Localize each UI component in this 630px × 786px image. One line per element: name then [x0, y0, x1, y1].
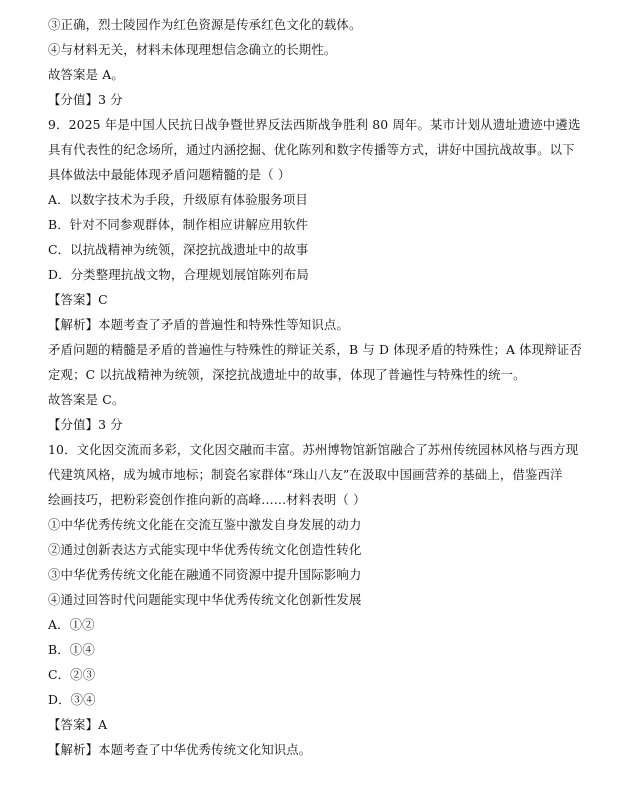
question-10-statement-4: ④通过回答时代问题能实现中华优秀传统文化创新性发展 [48, 592, 362, 607]
question-10-analysis-heading: 【解析】本题考查了中华优秀传统文化知识点。 [48, 742, 312, 757]
question-9-stem-line-1: 9．2025 年是中国人民抗日战争暨世界反法西斯战争胜利 80 周年。某市计划从遗址遗迹中遴选 [48, 117, 581, 132]
answer-conclusion-8: 故答案是 A。 [48, 67, 124, 82]
question-10-option-d: D．③④ [48, 692, 96, 707]
question-9-analysis-line-1: 矛盾问题的精髓是矛盾的普遍性与特殊性的辩证关系，B 与 D 体现矛盾的特殊性；A 体现辩证否 [48, 342, 582, 357]
question-9-stem-line-3: 具体做法中最能体现矛盾问题精髓的是（ ） [48, 167, 291, 182]
question-10-statement-3: ③中华优秀传统文化能在融通不同资源中提升国际影响力 [48, 567, 362, 582]
question-10-option-a: A．①② [48, 617, 95, 632]
question-9-stem-line-2: 具有代表性的纪念场所，通过内涵挖掘、优化陈列和数字传播等方式，讲好中国抗战故事。以下 [48, 142, 575, 157]
question-10-stem-line-2: 代建筑风格，成为城市地标；制瓷名家群体“珠山八友”在汲取中国画营养的基础上，借鉴西洋 [48, 467, 563, 482]
question-9-analysis-line-2: 定观；C 以抗战精神为统领，深挖抗战遗址中的故事，体现了普遍性与特殊性的统一。 [48, 367, 526, 382]
question-9-option-d: D．分类整理抗战文物，合理规划展馆陈列布局 [48, 267, 309, 282]
score-line-8: 【分值】3 分 [48, 92, 123, 107]
question-10-stem-line-1: 10．文化因交流而多彩，文化因交融而丰富。苏州博物馆新馆融合了苏州传统园林风格与西方现 [48, 442, 579, 457]
question-10-option-b: B．①④ [48, 642, 95, 657]
question-9-answer: 【答案】C [48, 292, 108, 307]
question-9-option-b: B．针对不同参观群体，制作相应讲解应用软件 [48, 217, 309, 232]
question-10-statement-2: ②通过创新表达方式能实现中华优秀传统文化创造性转化 [48, 542, 362, 557]
question-10-answer: 【答案】A [48, 717, 108, 732]
question-9-conclusion: 故答案是 C。 [48, 392, 125, 407]
question-9-analysis-heading: 【解析】本题考查了矛盾的普遍性和特殊性等知识点。 [48, 317, 349, 332]
question-9-option-a: A．以数字技术为手段，升级原有体验服务项目 [48, 192, 308, 207]
analysis-line-4: ④与材料无关，材料未体现理想信念确立的长期性。 [48, 42, 337, 57]
question-10-stem-line-3: 绘画技巧，把粉彩瓷创作推向新的高峰……材料表明（ ） [48, 492, 366, 507]
question-9-option-c: C．以抗战精神为统领，深挖抗战遗址中的故事 [48, 242, 309, 257]
question-9-score: 【分值】3 分 [48, 417, 123, 432]
analysis-line-3: ③正确，烈士陵园作为红色资源是传承红色文化的载体。 [48, 17, 362, 32]
question-10-statement-1: ①中华优秀传统文化能在交流互鉴中激发自身发展的动力 [48, 517, 362, 532]
question-10-option-c: C．②③ [48, 667, 96, 682]
